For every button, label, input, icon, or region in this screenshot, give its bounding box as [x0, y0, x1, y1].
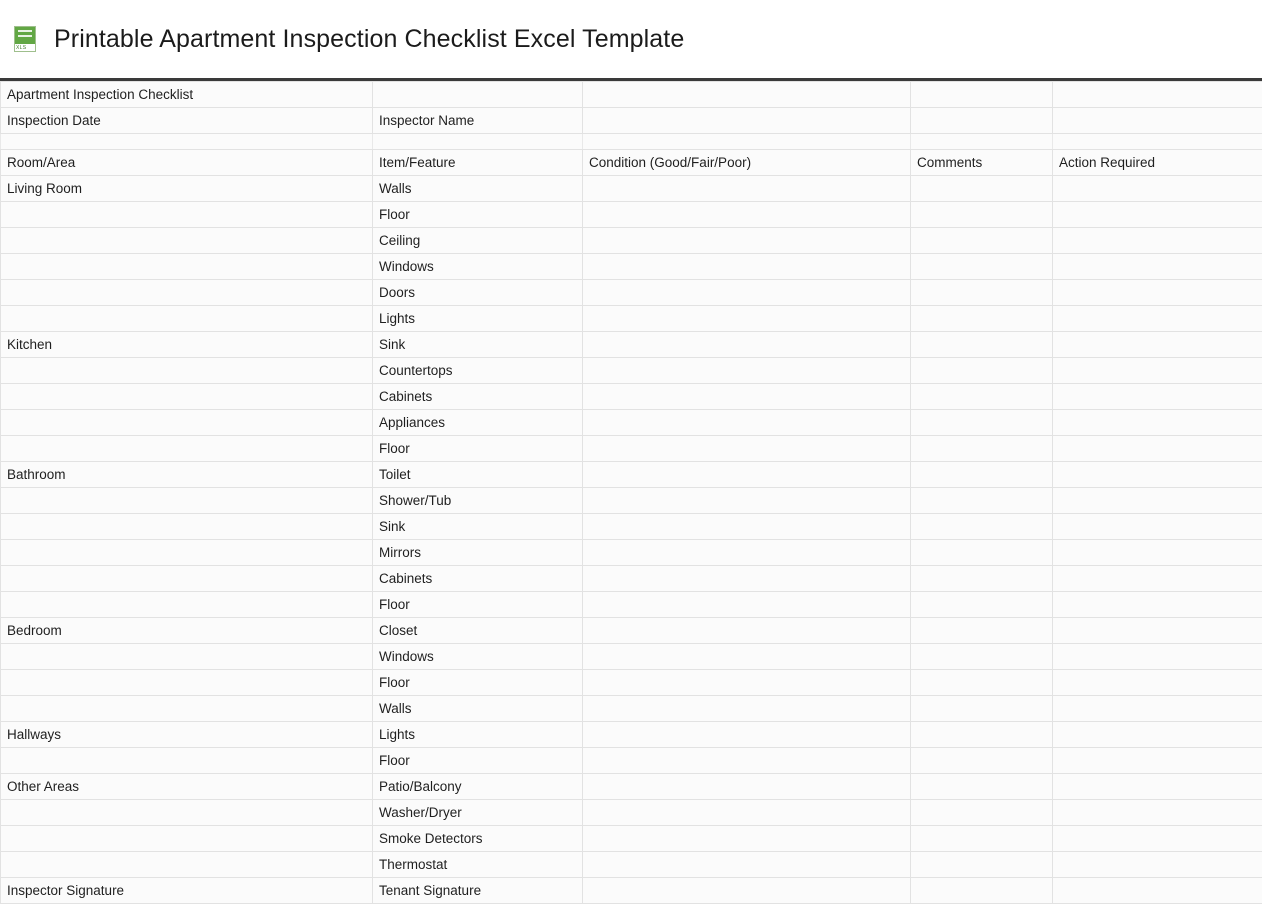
table-cell-empty[interactable]	[911, 592, 1053, 618]
table-cell[interactable]: Floor	[373, 592, 583, 618]
table-cell-empty	[911, 134, 1053, 150]
table-cell-empty[interactable]	[583, 410, 911, 436]
table-row	[1, 254, 1262, 280]
table-cell-empty[interactable]	[1, 228, 373, 254]
table-cell-empty[interactable]	[1, 696, 373, 722]
table-cell-empty[interactable]	[911, 696, 1053, 722]
table-cell-empty[interactable]	[1053, 696, 1262, 722]
table-cell[interactable]: Floor	[373, 670, 583, 696]
table-cell[interactable]: Thermostat	[373, 852, 583, 878]
table-cell-empty[interactable]	[911, 748, 1053, 774]
table-body	[1, 82, 1262, 904]
table-cell-empty[interactable]	[911, 332, 1053, 358]
table-cell[interactable]: Sink	[373, 332, 583, 358]
table-cell-empty[interactable]	[1053, 488, 1262, 514]
table-cell[interactable]: Washer/Dryer	[373, 800, 583, 826]
table-cell-empty[interactable]	[1053, 436, 1262, 462]
table-row	[1, 566, 1262, 592]
table-row	[1, 358, 1262, 384]
table-cell-empty[interactable]	[911, 358, 1053, 384]
table-cell[interactable]: Living Room	[1, 176, 373, 202]
table-cell[interactable]: Lights	[373, 722, 583, 748]
table-cell-empty[interactable]	[583, 332, 911, 358]
table-cell-empty[interactable]	[583, 748, 911, 774]
table-cell[interactable]: Windows	[373, 644, 583, 670]
table-cell-empty[interactable]	[911, 462, 1053, 488]
table-row	[1, 228, 1262, 254]
table-cell-empty[interactable]	[1, 670, 373, 696]
table-row	[1, 488, 1262, 514]
table-cell-empty[interactable]	[911, 852, 1053, 878]
table-cell-empty[interactable]	[911, 540, 1053, 566]
table-cell[interactable]: Lights	[373, 306, 583, 332]
table-row	[1, 644, 1262, 670]
spreadsheet-container	[0, 78, 1262, 904]
table-cell-empty[interactable]	[911, 722, 1053, 748]
table-row	[1, 514, 1262, 540]
table-cell-empty[interactable]	[1053, 82, 1262, 108]
table-cell-empty[interactable]	[1, 384, 373, 410]
table-cell-empty[interactable]	[1, 202, 373, 228]
table-row	[1, 540, 1262, 566]
table-cell[interactable]: Kitchen	[1, 332, 373, 358]
table-meta-row	[1, 108, 1262, 134]
table-signature-row	[1, 878, 1262, 904]
table-cell-empty[interactable]	[1053, 592, 1262, 618]
table-cell[interactable]: Action Required	[1053, 150, 1262, 176]
table-cell-empty[interactable]	[583, 436, 911, 462]
table-row	[1, 722, 1262, 748]
table-row	[1, 332, 1262, 358]
table-cell-empty[interactable]	[583, 176, 911, 202]
table-cell-empty[interactable]	[583, 228, 911, 254]
table-cell-empty	[1053, 134, 1262, 150]
table-cell-empty[interactable]	[911, 644, 1053, 670]
table-row	[1, 462, 1262, 488]
table-cell-empty[interactable]	[1, 410, 373, 436]
table-cell-empty[interactable]	[911, 878, 1053, 904]
table-cell-empty[interactable]	[583, 358, 911, 384]
table-cell[interactable]: Shower/Tub	[373, 488, 583, 514]
table-cell[interactable]: Smoke Detectors	[373, 826, 583, 852]
table-cell-empty[interactable]	[911, 618, 1053, 644]
table-row	[1, 176, 1262, 202]
table-cell-empty[interactable]	[583, 514, 911, 540]
table-cell-empty[interactable]	[1053, 176, 1262, 202]
table-cell-empty[interactable]	[583, 566, 911, 592]
table-meta-row	[1, 82, 1262, 108]
table-cell-empty[interactable]	[911, 176, 1053, 202]
table-row	[1, 618, 1262, 644]
table-row	[1, 852, 1262, 878]
table-cell-empty[interactable]	[583, 722, 911, 748]
table-cell-empty[interactable]	[1, 566, 373, 592]
table-cell-empty[interactable]	[583, 696, 911, 722]
table-cell-empty[interactable]	[583, 670, 911, 696]
table-cell-empty[interactable]	[1053, 540, 1262, 566]
table-cell-empty[interactable]	[1053, 358, 1262, 384]
table-cell-empty[interactable]	[583, 254, 911, 280]
table-cell-empty[interactable]	[1, 488, 373, 514]
document-header	[0, 0, 1262, 78]
table-row	[1, 280, 1262, 306]
table-cell-empty[interactable]	[583, 852, 911, 878]
table-cell-empty[interactable]	[1053, 748, 1262, 774]
table-cell[interactable]: Item/Feature	[373, 150, 583, 176]
table-cell-empty[interactable]	[583, 800, 911, 826]
table-cell[interactable]: Inspection Date	[1, 108, 373, 134]
table-cell-empty[interactable]	[1053, 644, 1262, 670]
table-cell[interactable]: Tenant Signature	[373, 878, 583, 904]
table-cell[interactable]: Floor	[373, 436, 583, 462]
table-cell-empty[interactable]	[583, 618, 911, 644]
table-cell[interactable]: Hallways	[1, 722, 373, 748]
table-cell-empty[interactable]	[911, 670, 1053, 696]
table-row	[1, 696, 1262, 722]
page-title: Printable Apartment Inspection Checklist Excel Template	[54, 24, 685, 53]
table-cell-empty[interactable]	[911, 254, 1053, 280]
table-cell[interactable]: Mirrors	[373, 540, 583, 566]
table-row	[1, 306, 1262, 332]
table-cell-empty[interactable]	[583, 82, 911, 108]
table-cell-empty[interactable]	[1053, 254, 1262, 280]
table-cell-empty[interactable]	[1, 748, 373, 774]
table-cell-empty[interactable]	[373, 82, 583, 108]
table-cell[interactable]: Appliances	[373, 410, 583, 436]
table-cell-empty[interactable]	[1053, 618, 1262, 644]
table-cell-empty[interactable]	[1, 540, 373, 566]
table-cell[interactable]: Other Areas	[1, 774, 373, 800]
table-cell[interactable]: Ceiling	[373, 228, 583, 254]
table-cell-empty[interactable]	[583, 384, 911, 410]
table-cell[interactable]: Cabinets	[373, 566, 583, 592]
table-cell[interactable]: Walls	[373, 176, 583, 202]
table-row	[1, 800, 1262, 826]
table-cell[interactable]: Walls	[373, 696, 583, 722]
table-cell-empty[interactable]	[583, 774, 911, 800]
excel-file-icon-label: XLS	[16, 45, 27, 51]
table-cell[interactable]: Condition (Good/Fair/Poor)	[583, 150, 911, 176]
inspection-checklist-table	[0, 81, 1262, 904]
table-cell[interactable]: Doors	[373, 280, 583, 306]
table-cell-empty[interactable]	[1053, 566, 1262, 592]
table-row	[1, 410, 1262, 436]
table-cell-empty[interactable]	[1053, 280, 1262, 306]
table-cell[interactable]: Sink	[373, 514, 583, 540]
table-cell-empty	[1, 134, 373, 150]
table-cell-empty[interactable]	[1, 306, 373, 332]
table-row	[1, 748, 1262, 774]
table-cell-empty[interactable]	[911, 514, 1053, 540]
table-cell[interactable]: Bathroom	[1, 462, 373, 488]
table-cell[interactable]: Floor	[373, 748, 583, 774]
table-cell-empty[interactable]	[1053, 878, 1262, 904]
table-row	[1, 592, 1262, 618]
table-cell-empty[interactable]	[583, 280, 911, 306]
table-cell[interactable]: Comments	[911, 150, 1053, 176]
table-row	[1, 670, 1262, 696]
table-row	[1, 202, 1262, 228]
table-cell-empty[interactable]	[911, 384, 1053, 410]
table-cell[interactable]: Cabinets	[373, 384, 583, 410]
excel-file-icon	[14, 26, 36, 52]
table-cell-empty[interactable]	[1053, 800, 1262, 826]
table-cell-empty[interactable]	[1053, 826, 1262, 852]
table-cell-empty[interactable]	[1053, 202, 1262, 228]
table-cell-empty[interactable]	[583, 306, 911, 332]
table-cell-empty	[373, 134, 583, 150]
table-cell-empty[interactable]	[1, 514, 373, 540]
table-cell-empty	[583, 134, 911, 150]
table-cell[interactable]: Apartment Inspection Checklist	[1, 82, 373, 108]
table-cell-empty[interactable]	[1053, 384, 1262, 410]
table-cell[interactable]: Room/Area	[1, 150, 373, 176]
table-cell-empty[interactable]	[1, 254, 373, 280]
table-cell-empty[interactable]	[1, 644, 373, 670]
table-cell-empty[interactable]	[583, 488, 911, 514]
table-cell-empty[interactable]	[911, 108, 1053, 134]
table-cell-empty[interactable]	[1053, 462, 1262, 488]
table-cell[interactable]: Toilet	[373, 462, 583, 488]
table-cell-empty[interactable]	[1, 358, 373, 384]
table-cell-empty[interactable]	[1, 852, 373, 878]
table-cell-empty[interactable]	[911, 800, 1053, 826]
table-cell-empty[interactable]	[1053, 410, 1262, 436]
table-cell-empty[interactable]	[1053, 670, 1262, 696]
table-cell-empty[interactable]	[583, 462, 911, 488]
table-cell-empty[interactable]	[911, 82, 1053, 108]
spacer-row	[1, 134, 1262, 150]
table-cell-empty[interactable]	[911, 566, 1053, 592]
table-cell-empty[interactable]	[1053, 332, 1262, 358]
table-cell-empty[interactable]	[911, 202, 1053, 228]
table-cell[interactable]: Closet	[373, 618, 583, 644]
table-cell-empty[interactable]	[1053, 722, 1262, 748]
table-header-row	[1, 150, 1262, 176]
table-cell-empty[interactable]	[583, 826, 911, 852]
table-cell-empty[interactable]	[1053, 774, 1262, 800]
table-cell-empty[interactable]	[1053, 228, 1262, 254]
table-cell-empty[interactable]	[1, 436, 373, 462]
table-cell[interactable]: Inspector Signature	[1, 878, 373, 904]
table-cell-empty[interactable]	[1, 592, 373, 618]
table-cell-empty[interactable]	[1053, 306, 1262, 332]
table-row	[1, 384, 1262, 410]
table-row	[1, 826, 1262, 852]
table-cell-empty[interactable]	[583, 108, 911, 134]
table-row	[1, 774, 1262, 800]
table-cell-empty[interactable]	[583, 644, 911, 670]
table-row	[1, 436, 1262, 462]
table-cell-empty[interactable]	[583, 592, 911, 618]
table-cell-empty[interactable]	[1053, 514, 1262, 540]
table-cell[interactable]: Inspector Name	[373, 108, 583, 134]
table-cell[interactable]: Floor	[373, 202, 583, 228]
table-cell-empty[interactable]	[911, 488, 1053, 514]
table-cell-empty[interactable]	[1, 826, 373, 852]
table-cell-empty[interactable]	[1, 280, 373, 306]
table-cell-empty[interactable]	[1053, 852, 1262, 878]
table-cell[interactable]: Patio/Balcony	[373, 774, 583, 800]
table-cell-empty[interactable]	[911, 306, 1053, 332]
table-cell-empty[interactable]	[583, 202, 911, 228]
table-cell-empty[interactable]	[911, 826, 1053, 852]
table-cell-empty[interactable]	[911, 436, 1053, 462]
table-cell-empty[interactable]	[911, 280, 1053, 306]
table-cell-empty[interactable]	[911, 410, 1053, 436]
table-cell-empty[interactable]	[1, 800, 373, 826]
table-cell[interactable]: Windows	[373, 254, 583, 280]
table-cell-empty[interactable]	[911, 228, 1053, 254]
table-cell[interactable]: Countertops	[373, 358, 583, 384]
table-cell[interactable]: Bedroom	[1, 618, 373, 644]
table-cell-empty[interactable]	[583, 540, 911, 566]
table-cell-empty[interactable]	[911, 774, 1053, 800]
table-cell-empty[interactable]	[1053, 108, 1262, 134]
table-cell-empty[interactable]	[583, 878, 911, 904]
